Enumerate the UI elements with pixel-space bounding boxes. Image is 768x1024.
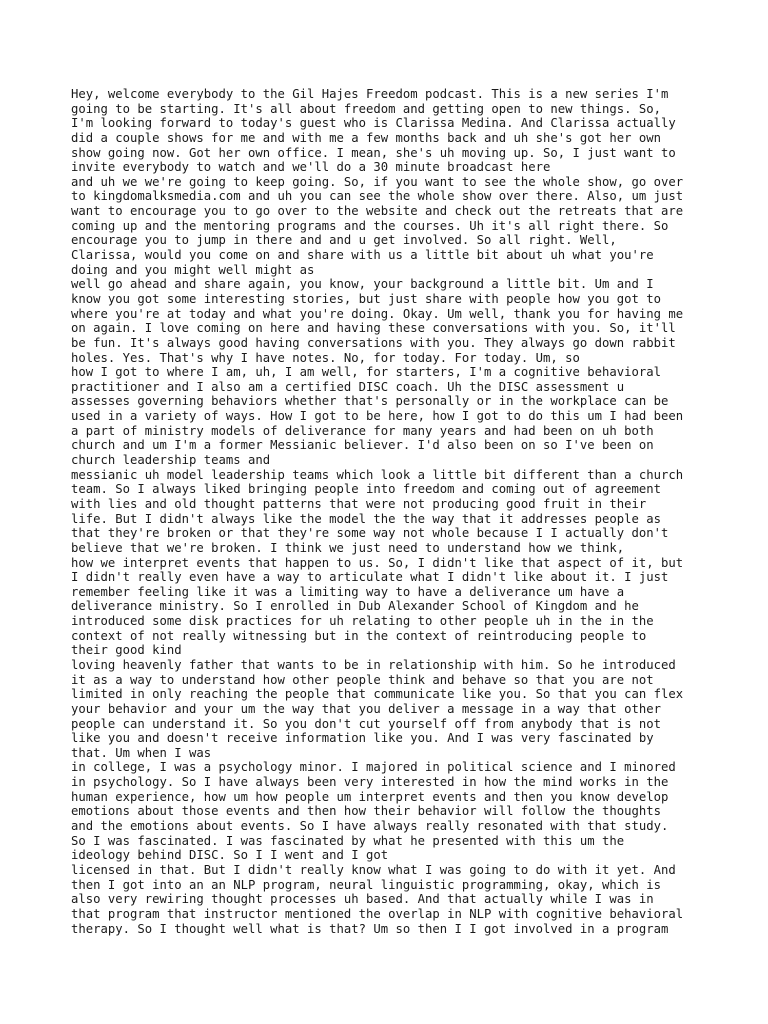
transcript-line: coming up and the mentoring programs and the courses. Uh it's all right there. So (71, 218, 669, 233)
transcript-line: it as a way to understand how other people think and behave so that you are not (71, 672, 654, 687)
transcript-line: know you got some interesting stories, but just share with people how you got to (71, 291, 662, 306)
transcript-line: team. So I always liked bringing people into freedom and coming out of agreement (71, 482, 662, 497)
transcript-line: Clarissa, would you come on and share with us a little bit about uh what you're (71, 248, 654, 263)
transcript-line: messianic uh model leadership teams which look a little bit different than a church (71, 467, 684, 482)
transcript-line: then I got into an an NLP program, neural linguistic programming, okay, which is (71, 877, 662, 892)
transcript-line: deliverance ministry. So I enrolled in Dub Alexander School of Kingdom and he (71, 599, 639, 614)
transcript-line: ideology behind DISC. So I I went and I got (71, 848, 389, 863)
transcript-line: Hey, welcome everybody to the Gil Hajes Freedom podcast. This is a new series I'm (71, 87, 669, 101)
transcript-line: emotions about those events and then how their behavior will follow the thoughts (71, 804, 662, 819)
transcript-line: also very rewiring thought processes uh based. And that actually while I was in (71, 892, 654, 907)
transcript-line: a part of ministry models of deliverance for many years and had been on uh both (71, 423, 654, 438)
transcript-line: holes. Yes. That's why I have notes. No, for today. For today. Um, so (71, 350, 580, 365)
transcript-line: and uh we we're going to keep going. So, if you want to see the whole show, go over (71, 174, 684, 189)
transcript-line: licensed in that. But I didn't really know what I was going to do with it yet. And (71, 862, 676, 877)
transcript-line: people can understand it. So you don't cut yourself off from anybody that is not (71, 716, 662, 731)
transcript-line: their good kind (71, 643, 182, 658)
transcript-line: that program that instructor mentioned the overlap in NLP with cognitive behavioral (71, 906, 684, 921)
transcript-line: on again. I love coming on here and having these conversations with you. So, it'll (71, 321, 676, 336)
transcript-line: used in a variety of ways. How I got to be here, how I got to do this um I had been (71, 409, 684, 424)
transcript-line: to kingdomalksmedia.com and uh you can see the whole show over there. Also, um just (71, 189, 684, 204)
transcript-line: believe that we're broken. I think we just need to understand how we think, (71, 540, 625, 555)
transcript-line: going to be starting. It's all about freedom and getting open to new things. So, (71, 101, 662, 116)
transcript-line: want to encourage you to go over to the website and check out the retreats that are (71, 204, 684, 219)
transcript-line: So I was fascinated. I was fascinated by what he presented with this um the (71, 833, 625, 848)
transcript-line: your behavior and your um the way that you deliver a message in a way that other (71, 701, 662, 716)
transcript-line: how I got to where I am, uh, I am well, for starters, I'm a cognitive behavioral (71, 365, 662, 380)
transcript-line: assesses governing behaviors whether that's personally or in the workplace can be (71, 394, 669, 409)
transcript-line: invite everybody to watch and we'll do a 30 minute broadcast here (71, 160, 551, 175)
transcript-line: limited in only reaching the people that communicate like you. So that you can flex (71, 687, 684, 702)
transcript-line: human experience, how um how people um interpret events and then you know develop (71, 789, 669, 804)
transcript-line: and the emotions about events. So I have always really resonated with that study. (71, 819, 669, 834)
transcript-line: like you and doesn't receive information like you. And I was very fascinated by (71, 731, 654, 746)
transcript-text (71, 87, 731, 936)
transcript-line: with lies and old thought patterns that were not producing good fruit in their (71, 496, 647, 511)
transcript-line: show going now. Got her own office. I mean, she's uh moving up. So, I just want to (71, 145, 676, 160)
transcript-line: I'm looking forward to today's guest who is Clarissa Medina. And Clarissa actually (71, 116, 676, 131)
transcript-line: therapy. So I thought well what is that? Um so then I I got involved in a program (71, 921, 669, 936)
transcript-line: context of not really witnessing but in the context of reintroducing people to (71, 628, 647, 643)
transcript-line: that. Um when I was (71, 745, 212, 760)
transcript-line: where you're at today and what you're doing. Okay. Um well, thank you for having me (71, 306, 684, 321)
transcript-line: I didn't really even have a way to articulate what I didn't like about it. I just (71, 570, 669, 585)
transcript-line: in psychology. So I have always been very interested in how the mind works in the (71, 775, 669, 790)
transcript-line: life. But I didn't always like the model the the way that it addresses people as (71, 511, 662, 526)
transcript-line: doing and you might well might as (71, 262, 315, 277)
transcript-line: loving heavenly father that wants to be in relationship with him. So he introduced (71, 657, 676, 672)
transcript-line: that they're broken or that they're some way not whole because I I actually don't (71, 526, 669, 541)
transcript-line: be fun. It's always good having conversations with you. They always go down rabbit (71, 335, 676, 350)
transcript-line: introduced some disk practices for uh relating to other people uh in the in the (71, 614, 654, 629)
transcript-line: church and um I'm a former Messianic believer. I'd also been on so I've been on (71, 438, 654, 453)
transcript-line: did a couple shows for me and with me a few months back and uh she's got her own (71, 130, 662, 145)
transcript-line: well go ahead and share again, you know, your background a little bit. Um and I (71, 277, 654, 292)
transcript-line: in college, I was a psychology minor. I majored in political science and I minored (71, 760, 676, 775)
transcript-line: how we interpret events that happen to us. So, I didn't like that aspect of it, but (71, 555, 684, 570)
transcript-line: encourage you to jump in there and and u get involved. So all right. Well, (71, 233, 617, 248)
transcript-line: remember feeling like it was a limiting way to have a deliverance um have a (71, 584, 625, 599)
transcript-line: practitioner and I also am a certified DISC coach. Uh the DISC assessment u (71, 379, 625, 394)
transcript-line: church leadership teams and (71, 453, 271, 468)
